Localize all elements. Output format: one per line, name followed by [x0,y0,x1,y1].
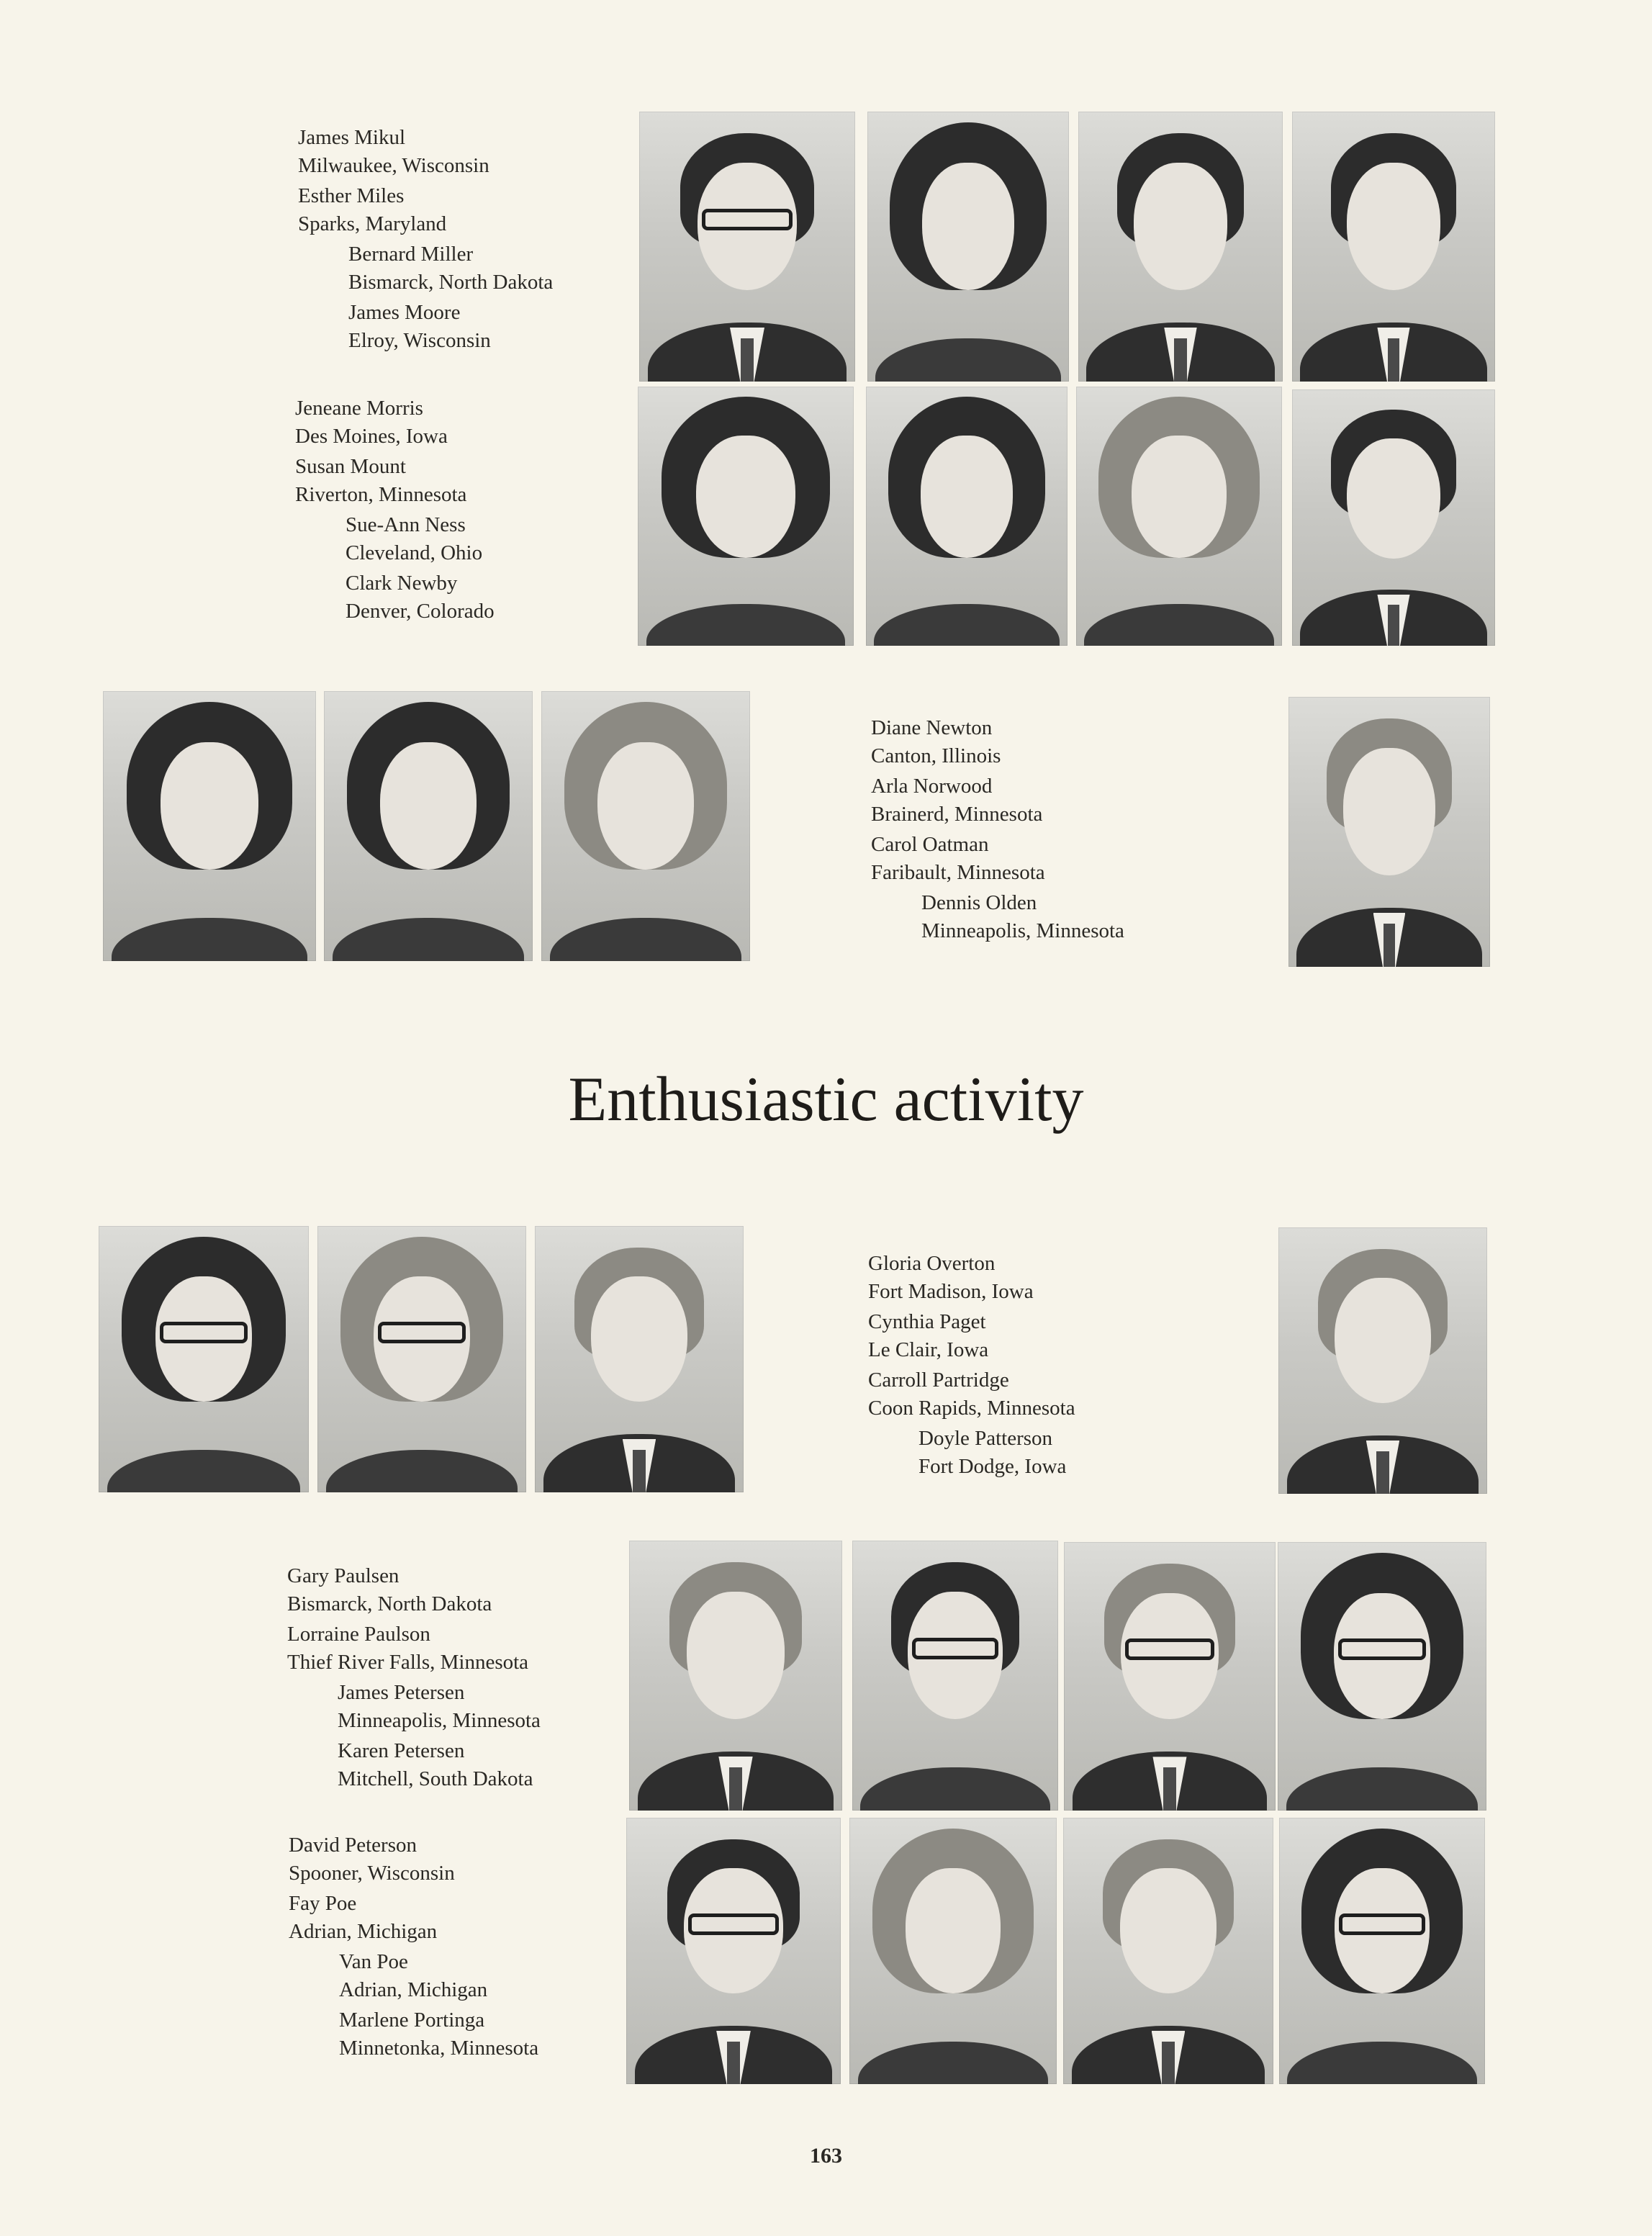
portrait-photo [1063,1818,1273,2084]
student-name: James Mikul [298,126,406,149]
student-entry [295,453,495,508]
portrait-photo [867,112,1069,382]
student-entry [868,1308,1075,1363]
student-name: Susan Mount [295,455,406,478]
name-list-group-6 [289,1831,538,2062]
student-location: Sparks, Maryland [298,212,447,235]
student-location: Bismarck, North Dakota [287,1592,492,1615]
student-entry [871,772,1124,828]
student-location: Adrian, Michigan [339,1978,488,2001]
student-entry [287,1562,541,1618]
student-location: Elroy, Wisconsin [348,328,491,352]
student-location: Le Clair, Iowa [868,1338,989,1361]
student-entry [295,511,495,567]
student-name: Van Poe [339,1950,408,1973]
student-name: Bernard Miller [348,243,474,266]
student-name: David Peterson [289,1834,417,1857]
student-name: James Moore [348,301,461,324]
portrait-photo [638,387,854,646]
portrait-photo [1288,697,1490,967]
student-location: Des Moines, Iowa [295,424,448,448]
student-entry [871,714,1124,770]
student-entry [289,2006,538,2062]
student-location: Faribault, Minnesota [871,860,1045,884]
student-entry [295,569,495,625]
portrait-photo [317,1226,526,1492]
portrait-photo [1064,1542,1276,1811]
student-location: Minneapolis, Minnesota [338,1708,541,1732]
student-location: Spooner, Wisconsin [289,1861,455,1885]
portrait-photo [1292,389,1495,646]
student-name: Arla Norwood [871,775,993,798]
portrait-photo [1279,1818,1485,2084]
student-name: Dennis Olden [921,891,1037,914]
name-list-group-4 [868,1250,1075,1480]
portrait-photo [629,1541,842,1811]
portrait-photo [1292,112,1495,382]
section-heading: Enthusiastic activity [568,1065,1084,1135]
portrait-photo [866,387,1068,646]
student-entry [868,1366,1075,1422]
student-entry [289,1948,538,2003]
student-entry [287,1737,541,1793]
student-location: Fort Dodge, Iowa [918,1454,1067,1478]
student-name: Doyle Patterson [918,1427,1053,1450]
student-entry [287,1679,541,1734]
student-location: Riverton, Minnesota [295,482,467,506]
student-entry [298,299,553,354]
student-name: Esther Miles [298,184,405,207]
student-location: Thief River Falls, Minnesota [287,1650,529,1674]
student-location: Minneapolis, Minnesota [921,919,1124,942]
name-list-group-5 [287,1562,541,1793]
student-name: Lorraine Paulson [287,1623,430,1646]
portrait-photo [541,691,750,961]
student-location: Mitchell, South Dakota [338,1767,533,1790]
student-name: Gloria Overton [868,1252,996,1275]
portrait-photo [849,1818,1057,2084]
student-entry [298,182,553,238]
portrait-photo [535,1226,744,1492]
student-location: Milwaukee, Wisconsin [298,153,489,177]
student-entry [298,240,553,296]
student-location: Canton, Illinois [871,744,1001,767]
student-location: Cleveland, Ohio [346,541,483,564]
portrait-photo [103,691,316,961]
student-name: James Petersen [338,1681,465,1704]
portrait-photo [626,1818,841,2084]
student-name: Karen Petersen [338,1739,465,1762]
student-entry [868,1425,1075,1480]
student-location: Denver, Colorado [346,599,495,623]
student-location: Minnetonka, Minnesota [339,2036,539,2060]
name-list-group-2 [295,395,495,625]
page-number: 163 [810,2144,842,2168]
portrait-photo [324,691,533,961]
student-entry [298,124,553,179]
student-name: Clark Newby [346,572,458,595]
portrait-photo [1278,1227,1487,1494]
student-location: Fort Madison, Iowa [868,1279,1034,1303]
student-location: Coon Rapids, Minnesota [868,1396,1075,1420]
portrait-photo [852,1541,1058,1811]
student-name: Jeneane Morris [295,397,423,420]
portrait-photo [1078,112,1283,382]
portrait-photo [1076,387,1282,646]
student-location: Adrian, Michigan [289,1919,438,1943]
student-entry [871,831,1124,886]
student-name: Carroll Partridge [868,1369,1009,1392]
student-name: Sue-Ann Ness [346,513,466,536]
portrait-photo [1278,1542,1486,1811]
student-entry [871,889,1124,945]
student-location: Bismarck, North Dakota [348,270,554,294]
name-list-group-1 [298,124,553,354]
portrait-photo [639,112,855,382]
student-name: Marlene Portinga [339,2009,485,2032]
student-name: Fay Poe [289,1892,357,1915]
student-name: Gary Paulsen [287,1564,400,1587]
student-entry [289,1831,538,1887]
portrait-photo [99,1226,309,1492]
student-entry [868,1250,1075,1305]
student-name: Diane Newton [871,716,993,739]
student-name: Carol Oatman [871,833,989,856]
student-entry [289,1890,538,1945]
student-name: Cynthia Paget [868,1310,986,1333]
student-entry [295,395,495,450]
student-entry [287,1620,541,1676]
student-location: Brainerd, Minnesota [871,802,1043,826]
name-list-group-3 [871,714,1124,945]
